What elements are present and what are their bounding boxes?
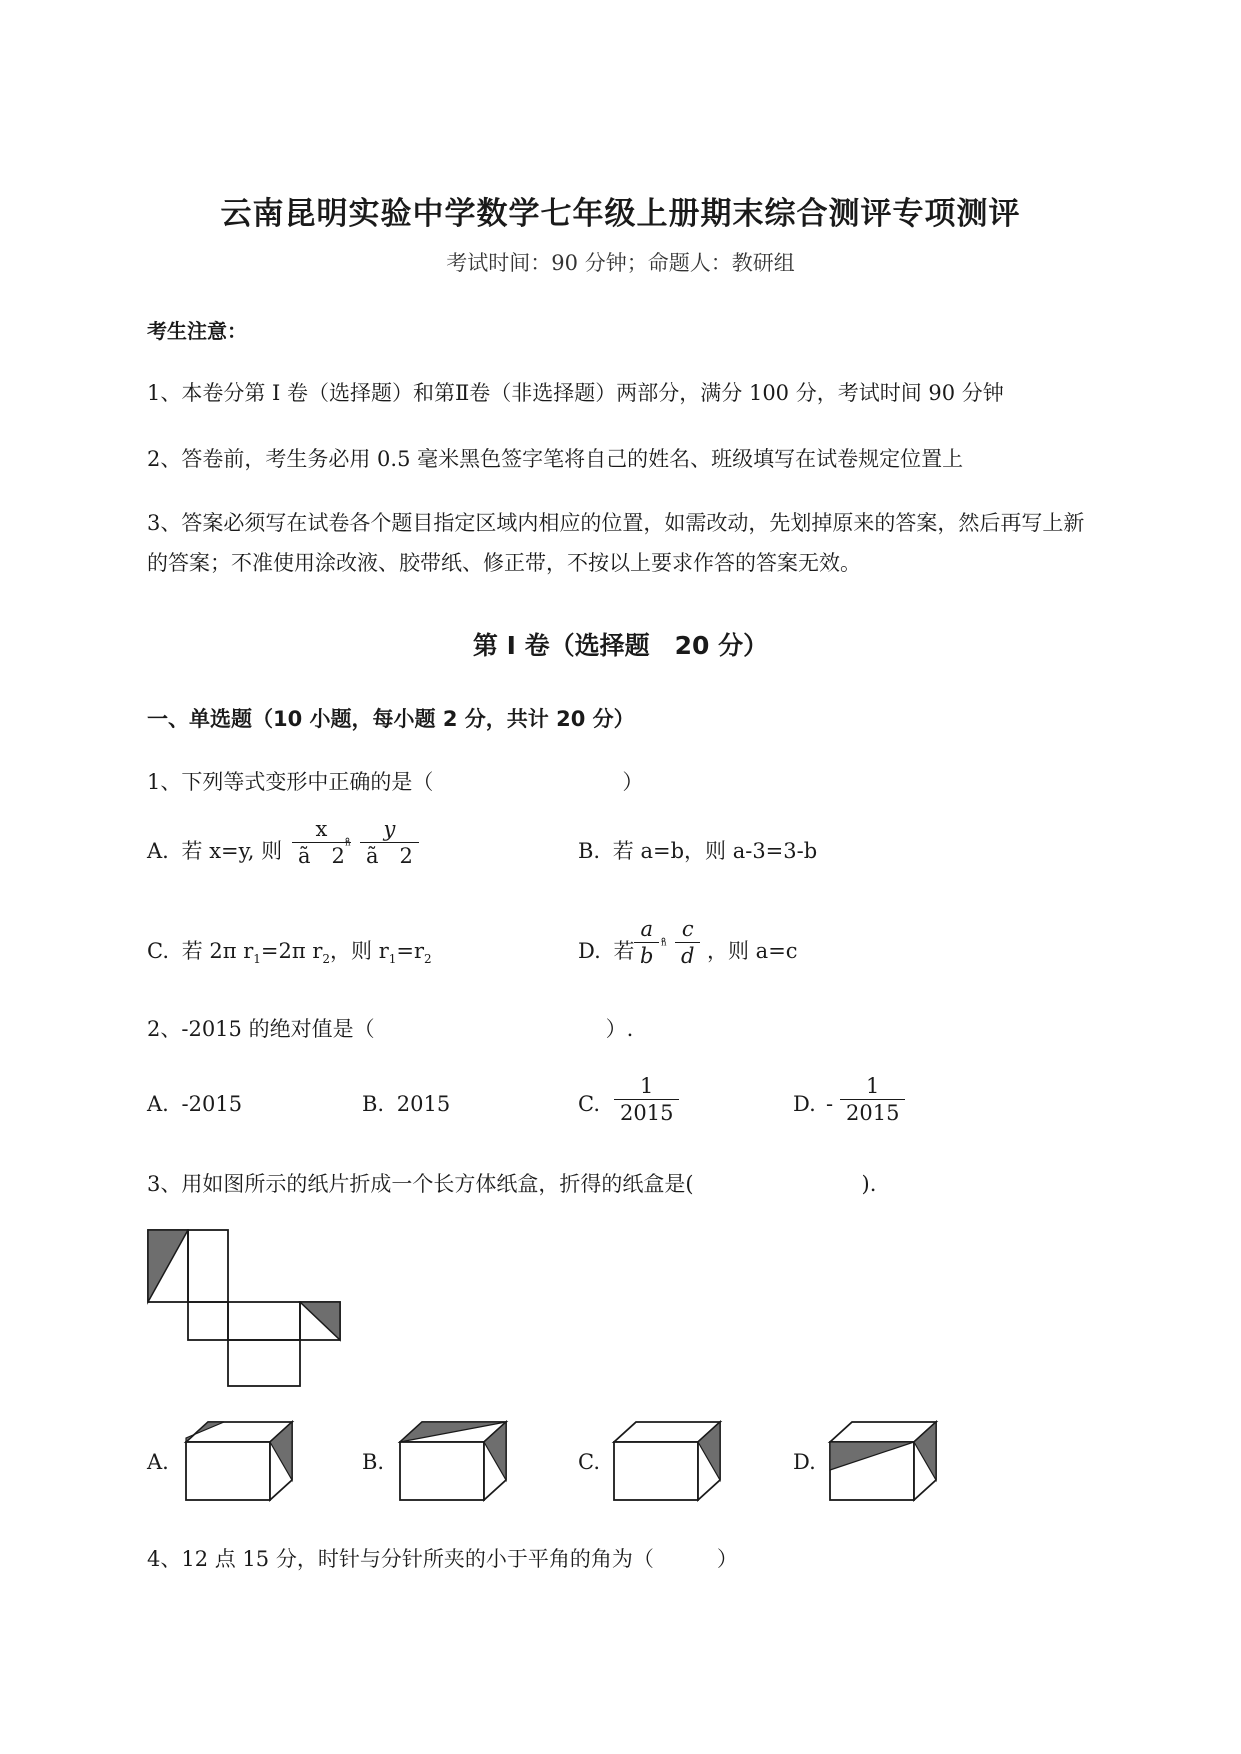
q1-a-fraction-1 <box>290 818 353 867</box>
q1-a-fraction-2 <box>358 818 421 867</box>
page-title: 云南昆明实验中学数学七年级上册期末综合测评专项测评 <box>220 196 1021 232</box>
q2-d-label: D. <box>793 1092 816 1116</box>
q2-a-text: -2015 <box>181 1092 243 1116</box>
q2-d-numerator: 1 <box>840 1075 905 1100</box>
q2-option-a <box>147 1092 242 1116</box>
q1-d-fraction-2 <box>673 918 702 967</box>
q1-d-label: D. <box>578 939 601 963</box>
q1-a-text: 若 x=y, 则 <box>181 839 283 863</box>
q3-b-label: B. <box>362 1450 385 1474</box>
q1-c-text-mid2: ，则 r <box>330 939 389 963</box>
q4-stem: 4、12 点 15 分，时针与分针所夹的小于平角的角为（ ） <box>147 1547 738 1571</box>
notice-item-2: 2、答卷前，考生务必用 0.5 毫米黑色签字笔将自己的姓名、班级填写在试卷规定位置上 <box>147 447 964 471</box>
q1-stem: 1、下列等式变形中正确的是（ ） <box>147 770 644 794</box>
section-title: 第 I 卷（选择题 20 分） <box>472 631 769 660</box>
q1-option-a <box>147 835 282 865</box>
q1-c-label: C. <box>147 939 169 963</box>
q1-c-sub-3: 1 <box>388 952 397 967</box>
q3-net-figure <box>146 1228 346 1388</box>
q2-c-denominator: 2015 <box>620 1101 674 1125</box>
q1-a-frac1-numerator: x <box>292 818 351 843</box>
q1-b-text: 若 a=b，则 a-3=3-b <box>612 839 818 863</box>
q2-option-b <box>362 1092 450 1116</box>
notice-heading: 考生注意： <box>147 319 247 343</box>
notice-item-3-line-1: 3、答案必须写在试卷各个题目指定区域内相应的位置，如需改动，先划掉原来的答案，然后再写上新 <box>147 511 1085 535</box>
q2-a-label: A. <box>147 1092 169 1116</box>
q1-c-sub-4: 2 <box>424 952 432 967</box>
q1-d-frac1-denominator: b <box>640 944 654 968</box>
q2-c-label: C. <box>578 1092 600 1116</box>
notice-item-3-line-2: 的答案；不准使用涂改液、胶带纸、修正带，不按以上要求作答的答案无效。 <box>147 551 861 575</box>
q2-b-label: B. <box>362 1092 385 1116</box>
q1-d-text-pre: 若 <box>613 939 635 963</box>
q1-d-garbled-symbol: ⁿ̊ <box>661 938 668 954</box>
q3-c-label: C. <box>578 1450 600 1474</box>
q1-a-garbled-symbol: ⁿ̊ <box>345 838 352 854</box>
q2-d-fraction <box>838 1075 907 1124</box>
q2-c-fraction <box>612 1075 681 1124</box>
q1-d-frac1-numerator: a <box>634 918 659 943</box>
q3-stem: 3、用如图所示的纸片折成一个长方体纸盒，折得的纸盒是( ). <box>147 1172 877 1196</box>
q3-option-a-box <box>184 1420 302 1502</box>
q1-a-frac1-denominator: ã 2 <box>298 844 345 868</box>
q3-option-c-box <box>612 1420 730 1502</box>
q1-option-d-label-group <box>578 935 634 965</box>
q1-a-frac2-numerator: y <box>360 818 419 843</box>
q1-a-frac2-denominator: ã 2 <box>366 844 413 868</box>
part-heading: 一、单选题（10 小题，每小题 2 分，共计 20 分） <box>147 707 635 731</box>
exam-info: 考试时间：90 分钟；命题人：教研组 <box>446 251 795 275</box>
q1-c-text-mid: =2π r <box>260 939 323 963</box>
q3-option-b-box <box>398 1420 516 1502</box>
q1-option-b <box>578 835 817 865</box>
q3-d-label: D. <box>793 1450 816 1474</box>
q2-stem: 2、-2015 的绝对值是（ ）. <box>147 1017 634 1041</box>
q1-c-sub-1: 1 <box>253 952 261 967</box>
q2-c-numerator: 1 <box>614 1075 679 1100</box>
q1-c-sub-2: 2 <box>322 952 331 967</box>
q1-c-text-pre: 若 2π r <box>181 939 254 963</box>
q3-a-label: A. <box>147 1450 169 1474</box>
q1-d-fraction-1 <box>632 918 661 967</box>
q1-a-label: A. <box>147 839 169 863</box>
q2-b-text: 2015 <box>396 1092 451 1116</box>
q2-d-denominator: 2015 <box>846 1101 900 1125</box>
q1-d-frac2-numerator: c <box>675 918 700 943</box>
q1-b-label: B. <box>578 839 601 863</box>
q1-c-text-mid3: =r <box>396 939 425 963</box>
q1-d-text-post: ，则 a=c <box>707 939 798 963</box>
q2-d-sign: - <box>826 1092 834 1116</box>
notice-item-1: 1、本卷分第 I 卷（选择题）和第Ⅱ卷（非选择题）两部分，满分 100 分，考试时间 90 分钟 <box>147 381 1004 405</box>
q1-option-c <box>147 935 432 966</box>
q1-d-frac2-denominator: d <box>681 944 695 968</box>
q3-option-d-box <box>828 1420 946 1502</box>
